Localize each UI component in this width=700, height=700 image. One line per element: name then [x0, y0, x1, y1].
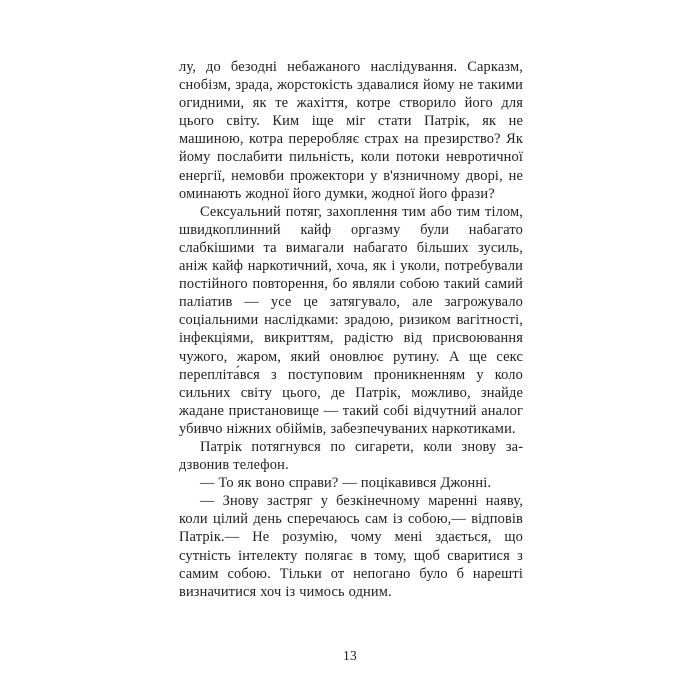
- page-text-block: [179, 58, 523, 601]
- paragraph: лу, до безодні небажаного наслідування. Сарказм, снобізм, зрада, жорстокість здавалися йому не такими огидними, як те жахіття, котре створило його для цього світу. Ким іще міг стати Патрік, як не машиною, котра переробляє страх на презирство? Як йому послабити пильність, коли потоки невротичної енергії, немовби прожектори у в'язничному дворі, не оминають жодної його думки, жодної його фрази?: [179, 59, 523, 202]
- dialogue-paragraph: — Знову застряг у безкінечному маренні наяву, коли цілий день сперечаюсь сам із собою,— відповів Патрік.— Не розумію, чому мені здається, що сутність інтелекту полягає в тому, щоб сваритися з самим собою. Тільки от непогано було б нарешті визначитися хоч із чимось одним.: [179, 493, 523, 600]
- paragraph: Сексуальний потяг, захоплення тим або тим тілом, швидкоплинний кайф оргазму були набагато слабкішими та вимагали набагато більших зусиль, аніж кайф наркотичний, хоча, як і уколи, потребували постійного повторення, бо являли собою такий самий паліатив — усе це затягувало, але загрожувало соціальними наслідками: зрадою, ризиком вагітності, інфекціями, викриттям, радістю від присвоювання чужого, жаром, який оновлює рутину. А ще секс перепліта́вся з поступовим проникненням у коло сильних світу цього, де Патрік, можливо, знайде жадане пристановище — такий собі відчутний аналог убивчо ніжних обіймів, забезпечуваних наркотиками.: [179, 203, 523, 437]
- paragraph: Патрік потягнувся по сигарети, коли знову задзвонив телефон.: [179, 438, 523, 474]
- page-number: 13: [342, 648, 358, 663]
- dialogue-paragraph: — То як воно справи? — поцікавився Джонні.: [200, 475, 492, 492]
